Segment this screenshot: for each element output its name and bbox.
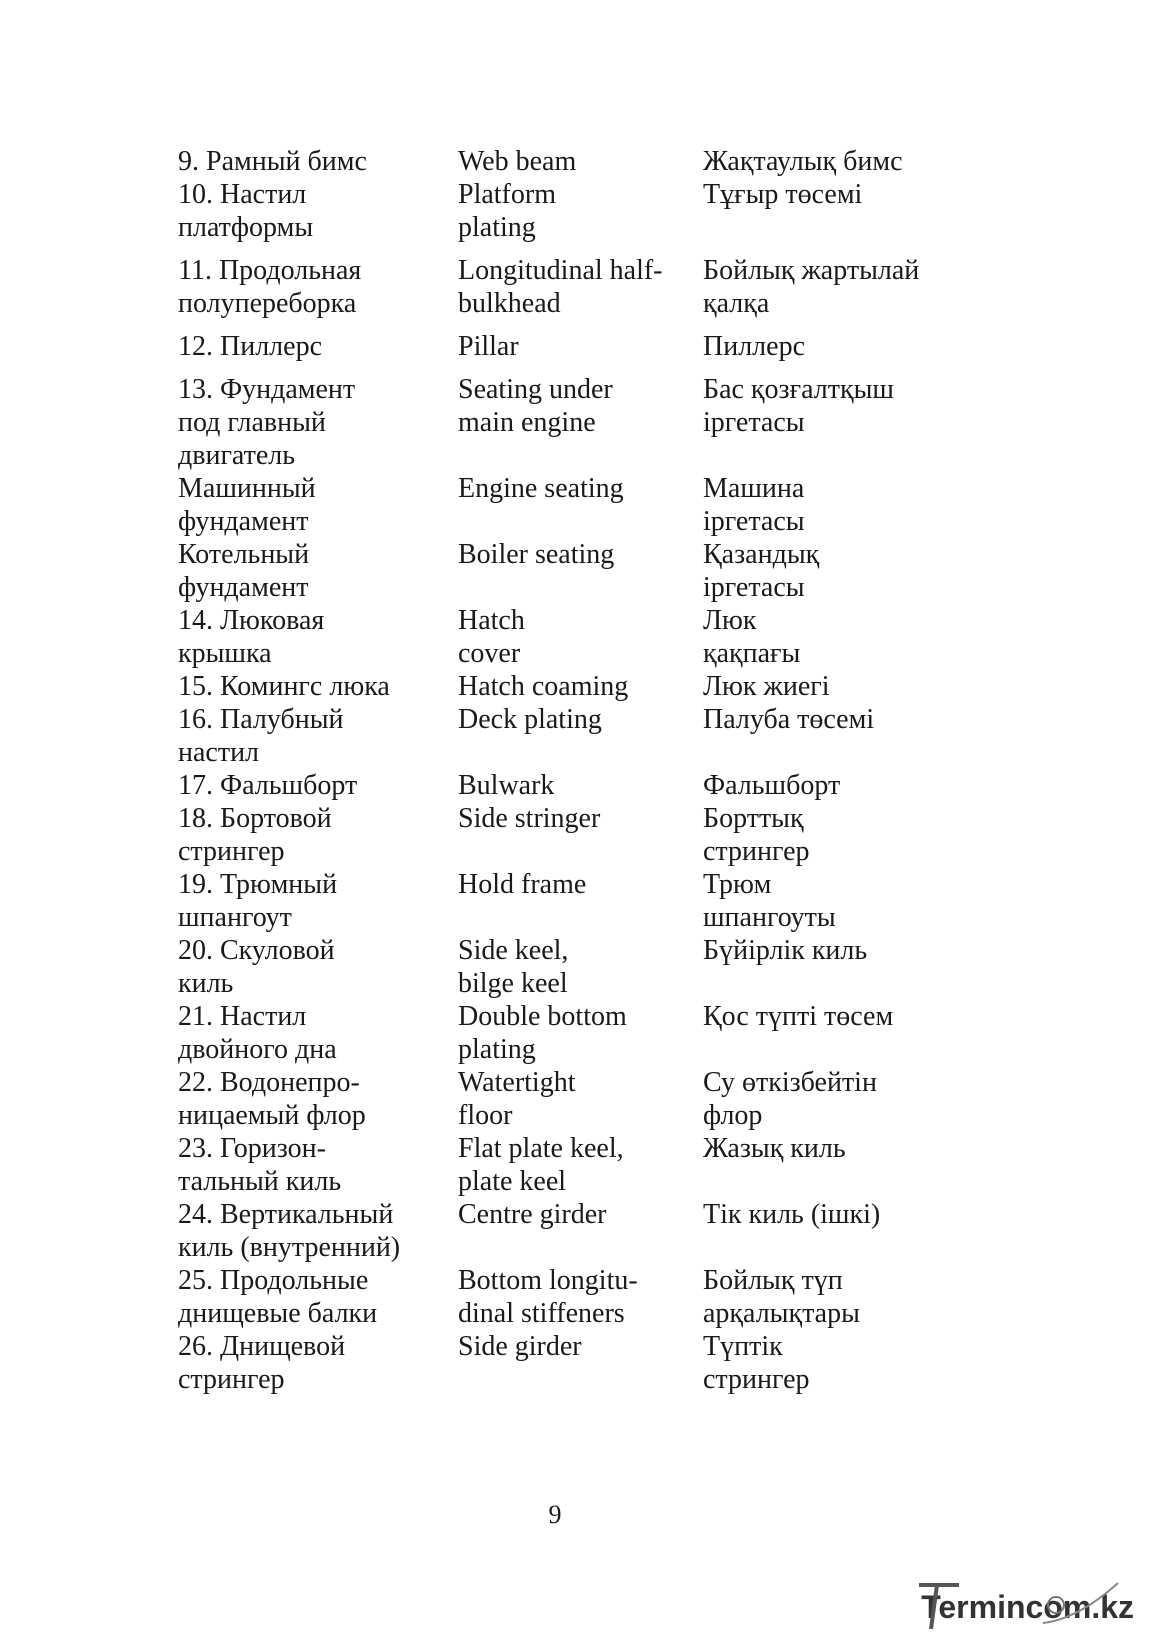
term-kazakh-line: іргетасы [703, 407, 805, 438]
glossary-row [178, 1198, 958, 1264]
glossary-row [178, 670, 958, 703]
glossary-row [178, 538, 958, 604]
glossary-row [178, 769, 958, 802]
term-russian [178, 178, 458, 244]
glossary-row [178, 604, 958, 670]
term-english [458, 1264, 703, 1330]
term-russian-line: крышка [178, 638, 272, 669]
term-kazakh [703, 1198, 958, 1264]
term-kazakh-line: Палуба төсемі [703, 704, 875, 735]
term-russian-line: ницаемый флор [178, 1100, 366, 1131]
term-english-line: Hold frame [458, 869, 587, 900]
watermark-logo [921, 1589, 1134, 1625]
term-russian-line: 22. Водонепро- [178, 1067, 360, 1098]
term-russian [178, 1264, 458, 1330]
term-kazakh [703, 868, 958, 934]
term-kazakh-line: Бойлық жартылай [703, 255, 920, 286]
term-english [458, 1132, 703, 1198]
term-kazakh [703, 802, 958, 868]
term-kazakh [703, 703, 958, 769]
term-kazakh [703, 1330, 958, 1396]
watermark-text: Termincom.kz [921, 1589, 1134, 1625]
term-english [458, 670, 703, 703]
term-kazakh-line: Люк [703, 605, 757, 636]
term-russian-line: Машинный [178, 473, 316, 504]
term-russian [178, 1000, 458, 1066]
term-english [458, 320, 703, 363]
term-russian [178, 1132, 458, 1198]
term-russian-line: шпангоут [178, 902, 292, 933]
glossary-row [178, 802, 958, 868]
term-russian [178, 769, 458, 802]
glossary-row [178, 320, 958, 363]
term-russian-line: 9. Рамный бимс [178, 146, 367, 177]
term-kazakh-line: шпангоуты [703, 902, 836, 933]
term-kazakh [703, 934, 958, 1000]
term-kazakh-line: арқалықтары [703, 1298, 860, 1329]
term-russian-line: 10. Настил [178, 179, 307, 210]
term-english-line: Side keel, [458, 935, 569, 966]
term-kazakh-line: Трюм [703, 869, 772, 900]
term-kazakh-line: Тік киль (ішкі) [703, 1199, 881, 1230]
term-english-line: Flat plate keel, [458, 1133, 624, 1164]
term-russian-line: 15. Комингс люка [178, 671, 390, 702]
term-english-line: main engine [458, 407, 596, 438]
term-english-line: Engine seating [458, 473, 624, 504]
term-english-line: bulkhead [458, 288, 561, 319]
term-russian-line: 20. Скуловой [178, 935, 335, 966]
glossary-row [178, 703, 958, 769]
term-russian-line: 12. Пиллерс [178, 331, 323, 362]
term-english [458, 703, 703, 769]
term-russian-line: двойного дна [178, 1034, 337, 1065]
term-russian-line: настил [178, 737, 260, 768]
term-russian [178, 670, 458, 703]
term-english-line: floor [458, 1100, 513, 1131]
term-russian [178, 1330, 458, 1396]
term-kazakh-line: Бас қозғалтқыш [703, 374, 894, 405]
term-english-line: bilge keel [458, 968, 568, 999]
term-kazakh-line: Жазық киль [703, 1133, 846, 1164]
glossary-row [178, 868, 958, 934]
term-kazakh [703, 1264, 958, 1330]
glossary-row [178, 472, 958, 538]
term-russian [178, 244, 458, 320]
term-kazakh-line: флор [703, 1100, 763, 1131]
term-kazakh [703, 670, 958, 703]
glossary-row [178, 145, 958, 178]
term-english-line: dinal stiffeners [458, 1298, 625, 1329]
term-russian-line: 21. Настил [178, 1001, 307, 1032]
term-english-line: Deck plating [458, 704, 602, 735]
glossary-row [178, 178, 958, 244]
term-english-line: plate keel [458, 1166, 567, 1197]
term-kazakh-line: Тұғыр төсемі [703, 179, 863, 210]
term-kazakh-line: іргетасы [703, 572, 805, 603]
term-english-line: Platform [458, 179, 556, 210]
glossary-table [178, 145, 958, 1396]
term-russian [178, 868, 458, 934]
term-kazakh [703, 1132, 958, 1198]
term-russian-line: стрингер [178, 836, 285, 867]
term-russian-line: 19. Трюмный [178, 869, 338, 900]
term-english-line: Pillar [458, 331, 519, 362]
term-kazakh-line: Борттық [703, 803, 804, 834]
term-russian-line: 23. Горизон- [178, 1133, 326, 1164]
term-russian-line: 24. Вертикальный [178, 1199, 394, 1230]
glossary-row [178, 1330, 958, 1396]
term-kazakh-line: іргетасы [703, 506, 805, 537]
term-russian [178, 363, 458, 472]
term-english-line: Centre girder [458, 1199, 607, 1230]
term-kazakh [703, 769, 958, 802]
term-russian-line: 13. Фундамент [178, 374, 356, 405]
term-kazakh-line: Бойлық түп [703, 1265, 843, 1296]
term-kazakh-line: Фальшборт [703, 770, 841, 801]
term-kazakh-line: қақпағы [703, 638, 801, 669]
glossary-row [178, 1000, 958, 1066]
term-russian-line: Котельный [178, 539, 310, 570]
term-english-line: Double bottom [458, 1001, 627, 1032]
term-kazakh [703, 320, 958, 363]
term-english [458, 244, 703, 320]
term-russian-line: 17. Фальшборт [178, 770, 358, 801]
term-english [458, 1330, 703, 1396]
term-kazakh [703, 178, 958, 244]
term-english [458, 868, 703, 934]
term-kazakh [703, 363, 958, 472]
term-english-line: Watertight [458, 1067, 576, 1098]
term-english-line: Web beam [458, 146, 577, 177]
term-russian [178, 934, 458, 1000]
term-russian-line: 25. Продольные [178, 1265, 369, 1296]
term-english [458, 1000, 703, 1066]
term-english-line: plating [458, 212, 536, 243]
glossary-row [178, 244, 958, 320]
term-english-line: Bulwark [458, 770, 555, 801]
term-kazakh [703, 604, 958, 670]
term-english [458, 472, 703, 538]
term-kazakh-line: стрингер [703, 836, 810, 867]
term-english-line: Longitudinal half- [458, 255, 663, 286]
term-kazakh-line: Пиллерс [703, 331, 806, 362]
glossary-row [178, 363, 958, 472]
term-russian-line: двигатель [178, 440, 296, 471]
term-english [458, 769, 703, 802]
term-russian-line: стрингер [178, 1364, 285, 1395]
page-number: 9 [548, 1500, 562, 1529]
term-english-line: Seating under [458, 374, 613, 405]
term-russian-line: под главный [178, 407, 326, 438]
term-english-line: Hatch [458, 605, 525, 636]
term-russian-line: полупереборка [178, 288, 357, 319]
term-russian [178, 538, 458, 604]
term-russian-line: 18. Бортовой [178, 803, 332, 834]
term-english [458, 604, 703, 670]
term-kazakh-line: Қазандық [703, 539, 820, 570]
term-english [458, 1198, 703, 1264]
term-english [458, 934, 703, 1000]
term-kazakh [703, 244, 958, 320]
term-english [458, 178, 703, 244]
term-russian [178, 1066, 458, 1132]
term-kazakh [703, 472, 958, 538]
term-russian [178, 320, 458, 363]
term-english [458, 145, 703, 178]
term-russian [178, 145, 458, 178]
glossary-row [178, 1066, 958, 1132]
term-kazakh-line: Су өткізбейтін [703, 1067, 877, 1098]
glossary-row [178, 1264, 958, 1330]
term-russian [178, 703, 458, 769]
term-russian-line: 26. Днищевой [178, 1331, 346, 1362]
term-kazakh-line: стрингер [703, 1364, 810, 1395]
term-russian-line: киль (внутренний) [178, 1232, 401, 1263]
term-russian-line: киль [178, 968, 234, 999]
term-english-line: plating [458, 1034, 536, 1065]
term-russian-line: фундамент [178, 572, 309, 603]
glossary-row [178, 934, 958, 1000]
term-kazakh-line: қалқа [703, 288, 770, 319]
term-russian-line: тальный киль [178, 1166, 342, 1197]
term-russian-line: днищевые балки [178, 1298, 378, 1329]
term-kazakh [703, 1000, 958, 1066]
term-english [458, 363, 703, 472]
term-russian-line: фундамент [178, 506, 309, 537]
term-kazakh [703, 538, 958, 604]
term-kazakh-line: Люк жиегі [703, 671, 830, 702]
term-english [458, 802, 703, 868]
term-english-line: Hatch coaming [458, 671, 629, 702]
term-russian-line: 11. Продольная [178, 255, 362, 286]
term-english [458, 1066, 703, 1132]
term-kazakh [703, 145, 958, 178]
term-russian-line: 14. Люковая [178, 605, 325, 636]
term-kazakh-line: Түптік [703, 1331, 783, 1362]
term-english-line: Boiler seating [458, 539, 615, 570]
glossary-body [178, 145, 958, 1396]
term-kazakh [703, 1066, 958, 1132]
term-russian [178, 1198, 458, 1264]
term-russian-line: платформы [178, 212, 314, 243]
term-english-line: Side girder [458, 1331, 582, 1362]
term-english [458, 538, 703, 604]
term-kazakh-line: Қос түпті төсем [703, 1001, 894, 1032]
term-english-line: cover [458, 638, 521, 669]
term-english-line: Side stringer [458, 803, 601, 834]
term-russian-line: 16. Палубный [178, 704, 344, 735]
glossary-row [178, 1132, 958, 1198]
term-kazakh-line: Машина [703, 473, 805, 504]
term-russian [178, 472, 458, 538]
term-kazakh-line: Жақтаулық бимс [703, 146, 903, 177]
term-russian [178, 604, 458, 670]
term-kazakh-line: Бүйірлік киль [703, 935, 868, 966]
term-russian [178, 802, 458, 868]
term-english-line: Bottom longitu- [458, 1265, 638, 1296]
